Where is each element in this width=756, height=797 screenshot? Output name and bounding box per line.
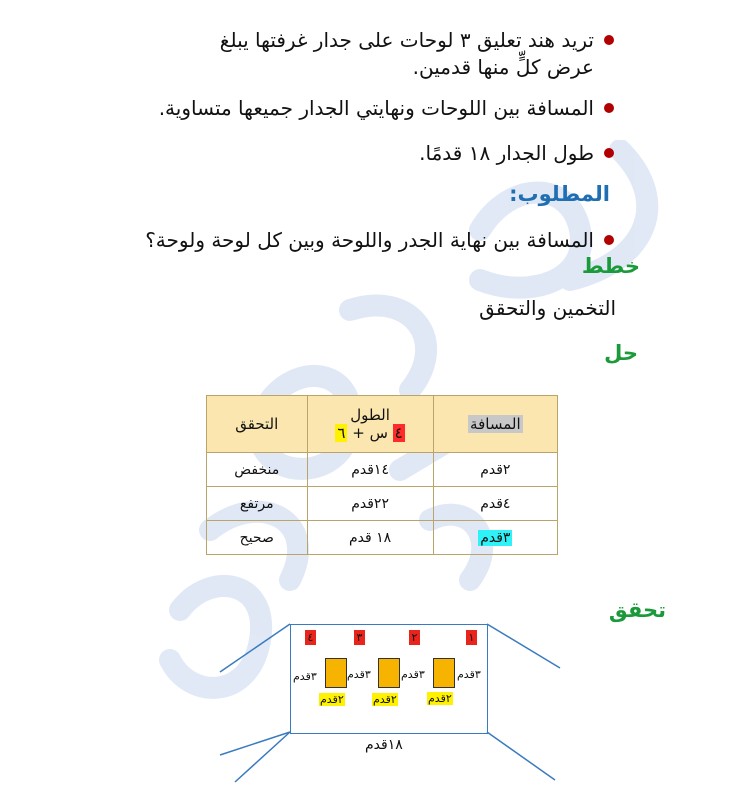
- panel-width-label: ٢قدم: [320, 693, 344, 706]
- bullet-text: تريد هند تعليق ٣ لوحات على جدار غرفتها يبلغ: [219, 28, 594, 52]
- formula-coefficient: ٤: [394, 424, 403, 442]
- cell-length: ٢٢قدم: [307, 487, 433, 521]
- plan-heading: خطط: [581, 254, 640, 278]
- table-header-row: [207, 396, 558, 453]
- given-bullet-1: [220, 27, 614, 81]
- cell-distance: ٢قدم: [433, 453, 557, 487]
- panel-width-label: ٢قدم: [428, 692, 452, 705]
- wall-length-label: ١٨قدم: [365, 737, 403, 753]
- table-row: [207, 453, 558, 487]
- guess-check-table: [206, 395, 558, 555]
- given-bullet-2: [159, 95, 614, 122]
- cell-check: منخفض: [207, 453, 308, 487]
- header-distance: [433, 396, 557, 453]
- formula-constant: ٦: [337, 424, 346, 442]
- panel-width-label: ٢قدم: [373, 693, 397, 706]
- bullet-dot: [604, 35, 614, 45]
- number-marker: ٤: [305, 630, 316, 645]
- bullet-dot: [604, 148, 614, 158]
- header-length-label: الطول: [350, 406, 390, 424]
- cell-check: مرتفع: [207, 487, 308, 521]
- picture-panel: [433, 658, 455, 688]
- verify-heading: تحقق: [608, 598, 666, 622]
- wall-diagram: [215, 620, 565, 785]
- picture-panel: [325, 658, 347, 688]
- required-heading: المطلوب:: [509, 182, 610, 206]
- picture-panel: [378, 658, 400, 688]
- number-marker: ٣: [354, 630, 365, 645]
- bullet-dot: [604, 235, 614, 245]
- gap-label: ٣قدم: [293, 670, 317, 683]
- cell-length: ١٤قدم: [307, 453, 433, 487]
- formula-middle: س +: [347, 424, 393, 442]
- gap-label: ٣قدم: [347, 668, 371, 681]
- cell-length: ١٨ قدم: [307, 521, 433, 555]
- solve-heading: حل: [604, 341, 638, 365]
- cell-distance: [433, 521, 557, 555]
- number-marker: ٢: [409, 630, 420, 645]
- bullet-text-continued: عرض كلٍّ منها قدمين.: [412, 55, 594, 79]
- table-row: [207, 521, 558, 555]
- gap-label: ٣قدم: [457, 668, 481, 681]
- cell-distance: ٤قدم: [433, 487, 557, 521]
- header-length: [307, 396, 433, 453]
- header-distance-label: المسافة: [470, 415, 521, 433]
- bullet-text: طول الجدار ١٨ قدمًا.: [419, 141, 594, 165]
- correct-distance: ٣قدم: [480, 529, 511, 546]
- bullet-text: المسافة بين اللوحات ونهايتي الجدار جميعها متساوية.: [158, 96, 594, 120]
- length-formula: [308, 424, 433, 442]
- table-row: [207, 487, 558, 521]
- header-check: التحقق: [207, 396, 308, 453]
- plan-text: التخمين والتحقق: [479, 296, 616, 320]
- number-marker: ١: [466, 630, 477, 645]
- given-bullet-3: [419, 140, 614, 167]
- gap-label: ٣قدم: [401, 668, 425, 681]
- required-bullet: [145, 227, 614, 254]
- bullet-text: المسافة بين نهاية الجدر واللوحة وبين كل لوحة ولوحة؟: [145, 228, 594, 252]
- bullet-dot: [604, 103, 614, 113]
- cell-check: صحيح: [207, 521, 308, 555]
